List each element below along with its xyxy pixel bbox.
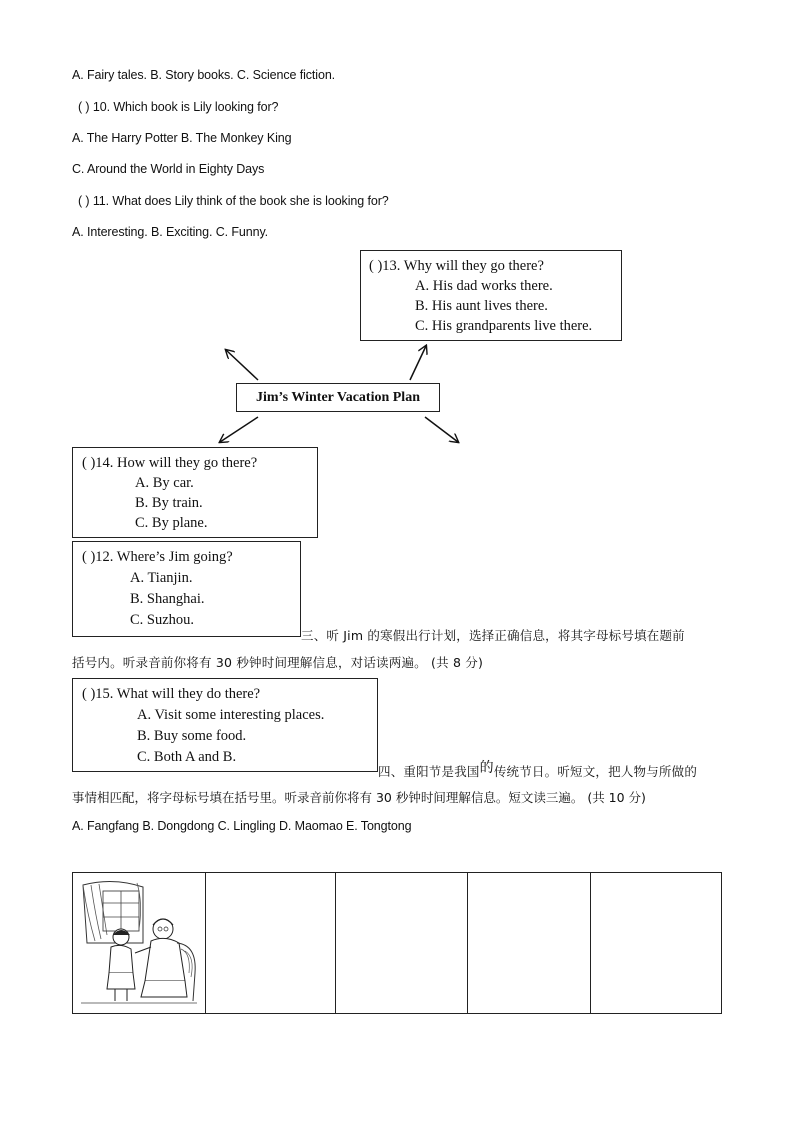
matching-table bbox=[72, 872, 722, 1014]
section4-heading-line1 bbox=[378, 761, 697, 781]
arrow-down-right bbox=[425, 417, 458, 442]
q10-question: ( ) 10. Which book is Lily looking for? bbox=[78, 100, 279, 114]
table-cell-5 bbox=[591, 873, 722, 1014]
section3-heading-line2: 括号内。听录音前你将有 30 秒钟时间理解信息，对话读两遍。 (共 8 分) bbox=[72, 655, 484, 670]
grandma-and-girl-illustration bbox=[73, 873, 203, 1008]
arrow-up-right bbox=[410, 346, 426, 380]
q14-question: ( )14. How will they go there? bbox=[82, 455, 258, 471]
section4-names: A. Fangfang B. Dongdong C. Lingling D. Maomao E. Tongtong bbox=[72, 819, 412, 833]
arrow-down-left bbox=[220, 417, 258, 442]
q14-option-a: A. By car. bbox=[135, 475, 194, 491]
table-cell-picture bbox=[73, 873, 206, 1014]
table-cell-4 bbox=[468, 873, 591, 1014]
section3-heading-line1: 三、听 Jim 的寒假出行计划，选择正确信息，将其字母标号填在题前 bbox=[301, 628, 685, 643]
q12-box bbox=[72, 541, 301, 637]
q10-option-c: C. Around the World in Eighty Days bbox=[72, 162, 265, 176]
q13-option-c: C. His grandparents live there. bbox=[415, 318, 593, 334]
q13-option-a: A. His dad works there. bbox=[415, 278, 553, 294]
section4-line1-part1: 四、重阳节是我国 bbox=[378, 764, 480, 779]
section4-line1-char: 的 bbox=[479, 760, 494, 776]
table-cell-3 bbox=[336, 873, 468, 1014]
q15-option-a: A. Visit some interesting places. bbox=[137, 707, 325, 723]
q12-option-c: C. Suzhou. bbox=[130, 612, 195, 628]
q10-options-ab: A. The Harry Potter B. The Monkey King bbox=[72, 131, 292, 145]
mind-map-center: Jim’s Winter Vacation Plan bbox=[236, 383, 440, 412]
q15-box bbox=[72, 678, 378, 772]
q12-option-a: A. Tianjin. bbox=[130, 570, 193, 586]
q11-question: ( ) 11. What does Lily think of the book she is looking for? bbox=[78, 194, 389, 208]
q13-option-b: B. His aunt lives there. bbox=[415, 298, 548, 314]
table-cell-2 bbox=[206, 873, 336, 1014]
q14-option-b: B. By train. bbox=[135, 495, 203, 511]
q15-option-c: C. Both A and B. bbox=[137, 749, 237, 765]
q12-question: ( )12. Where’s Jim going? bbox=[82, 549, 233, 565]
q14-option-c: C. By plane. bbox=[135, 515, 208, 531]
q15-option-b: B. Buy some food. bbox=[137, 728, 247, 744]
arrow-up-left bbox=[226, 350, 258, 380]
table-row bbox=[73, 873, 722, 1014]
q15-question: ( )15. What will they do there? bbox=[82, 686, 261, 702]
section4-line1-part2: 传统节日。听短文，把人物与所做的 bbox=[493, 764, 698, 779]
q14-box bbox=[72, 447, 318, 538]
q11-options: A. Interesting. B. Exciting. C. Funny. bbox=[72, 225, 269, 239]
q9-options: A. Fairy tales. B. Story books. C. Science fiction. bbox=[72, 68, 336, 82]
q12-option-b: B. Shanghai. bbox=[130, 591, 205, 607]
section4-heading-line2: 事情相匹配，将字母标号填在括号里。听录音前你将有 30 秒钟时间理解信息。短文读三遍。 (共 10 分) bbox=[72, 790, 646, 805]
q13-box bbox=[360, 250, 622, 341]
q13-question: ( )13. Why will they go there? bbox=[369, 258, 544, 274]
